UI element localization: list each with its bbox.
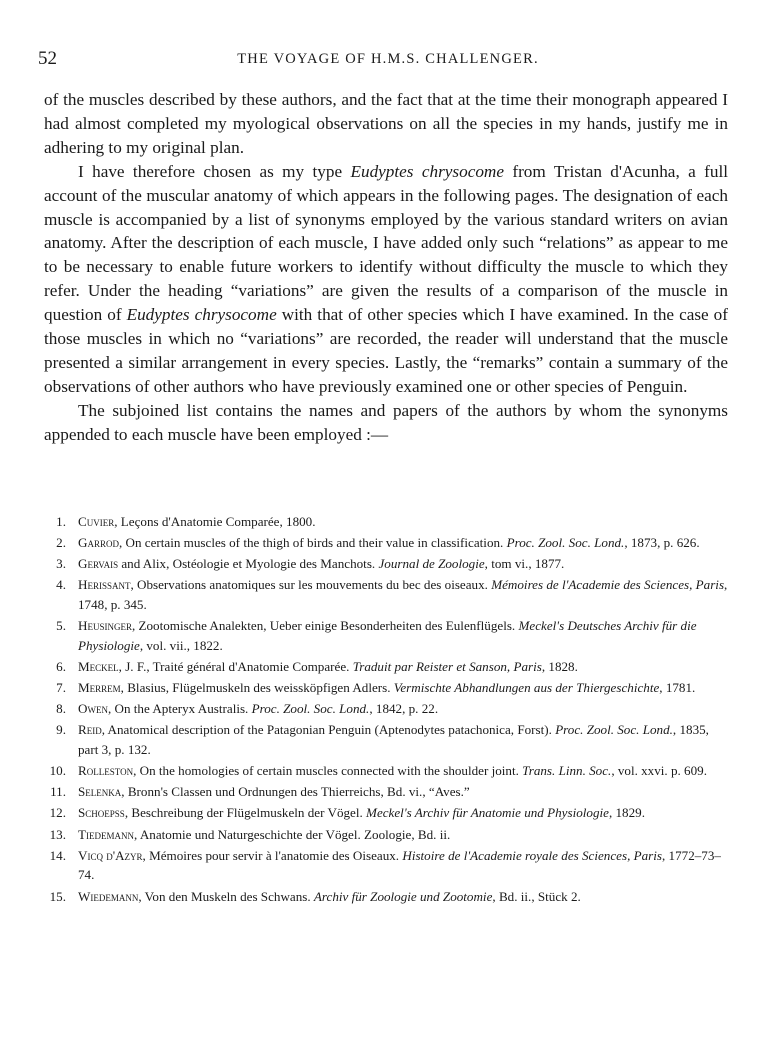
- reference-source: Meckel's Deutsches Archiv für die Physiologie: [78, 618, 697, 653]
- reference-source: Vermischte Abhandlungen aus der Thiergeschichte: [393, 680, 660, 696]
- reference-details: , vol. vii., 1822.: [139, 637, 223, 653]
- reference-number: 4.: [56, 577, 66, 593]
- reference-item: [30, 825, 728, 845]
- species-name-2: Eudyptes chrysocome: [126, 305, 277, 325]
- reference-source: Proc. Zool. Soc. Lond.: [555, 722, 673, 738]
- reference-number: 5.: [56, 618, 66, 634]
- reference-title: , Mémoires pour servir à l'anatomie des Oiseaux.: [142, 847, 403, 863]
- reference-number: 10.: [49, 763, 66, 779]
- reference-details: , 1835, part 3, p. 132.: [78, 722, 709, 758]
- paragraph-2-text-c: with that of other species which I have examined. In the case of those muscles in which no “variations” are recorded, the reader will understand that the muscle presented a similar arrangement in every species. Lastly, the “remarks” contain a summary of the observations of other authors who have previously examined one or other species of Penguin.: [44, 305, 728, 396]
- reference-number: 14.: [49, 847, 66, 863]
- reference-title: , Anatomical description of the Patagonian Penguin (Aptenodytes patachonica, Forst).: [101, 722, 556, 738]
- paragraph-2-text-b: from Tristan d'Acunha, a full account of the muscular anatomy of which appears in the following pages. The designation of each muscle is accompanied by a list of synonyms employed by the various standard writers on avian anatomy. After the description of each muscle, I have added only such “relations” as appear to me to be necessary to enable future workers to identify without difficulty the muscle to which they refer. Under the heading “variations” are given the results of a comparison of the muscle in question of: [44, 161, 728, 325]
- reference-title: , Leçons d'Anatomie Comparée, 1800.: [114, 514, 316, 529]
- reference-details: , 1873, p. 626.: [624, 535, 700, 551]
- reference-author: Reid: [78, 722, 102, 738]
- reference-title: , Observations anatomiques sur les mouvements du bec des oiseaux.: [130, 577, 492, 593]
- reference-details: , vol. xxvi. p. 609.: [611, 763, 707, 779]
- paragraph-2-text-a: I have therefore chosen as my type: [78, 161, 351, 181]
- reference-author: Merrem: [78, 680, 121, 696]
- reference-number: 3.: [56, 556, 66, 572]
- reference-number: 9.: [56, 722, 66, 738]
- reference-author: Selenka: [78, 784, 122, 800]
- reference-details: , 1828.: [541, 659, 578, 675]
- reference-item: [30, 803, 728, 823]
- reference-source: Journal de Zoologie: [378, 556, 485, 572]
- reference-source: Trans. Linn. Soc.: [522, 763, 612, 779]
- reference-title: , Blasius, Flügelmuskeln des weissköpfigen Adlers.: [120, 680, 394, 696]
- reference-source: Archiv für Zoologie und Zootomie: [313, 888, 493, 904]
- reference-number: 12.: [49, 805, 66, 821]
- reference-author: Gervais: [78, 556, 119, 572]
- reference-title: , J. F., Traité général d'Anatomie Comparée.: [118, 659, 353, 675]
- reference-title: , On the Apteryx Australis.: [107, 701, 252, 717]
- reference-source: Proc. Zool. Soc. Lond.: [506, 535, 625, 551]
- reference-source: Meckel's Archiv für Anatomie und Physiologie: [366, 805, 609, 821]
- reference-title: , Anatomie und Naturgeschichte der Vögel. Zoologie, Bd. ii.: [134, 826, 451, 842]
- reference-details: , 1748, p. 345.: [78, 577, 728, 613]
- reference-author: Tiedemann: [78, 826, 134, 842]
- reference-item: [30, 720, 728, 760]
- reference-details: , 1781.: [659, 680, 696, 696]
- reference-author: Wiedemann: [78, 888, 139, 904]
- reference-details: , 1772–73–74.: [78, 847, 721, 883]
- reference-title: , Von den Muskeln des Schwans.: [138, 888, 314, 904]
- reference-item: [30, 678, 728, 698]
- reference-list: [30, 512, 728, 908]
- reference-author: Garrod: [78, 535, 119, 551]
- reference-source: Mémoires de l'Academie des Sciences, Paris: [491, 577, 725, 593]
- reference-number: 15.: [49, 888, 66, 904]
- reference-item: [30, 887, 728, 907]
- reference-author: Vicq d'Azyr: [78, 847, 143, 863]
- reference-item: [30, 616, 728, 656]
- paragraph-3: The subjoined list contains the names and papers of the authors by whom the synonyms appended to each muscle have been employed :—: [44, 400, 728, 444]
- reference-number: 7.: [56, 680, 66, 696]
- reference-details: , 1842, p. 22.: [369, 701, 439, 717]
- reference-item: [30, 846, 728, 886]
- species-name: Eudyptes chrysocome: [350, 161, 504, 181]
- reference-number: 13.: [49, 826, 66, 842]
- reference-item: [30, 761, 728, 781]
- reference-source: Traduit par Reister et Sanson, Paris: [352, 659, 542, 675]
- reference-number: 2.: [56, 535, 66, 551]
- reference-title: , On certain muscles of the thigh of birds and their value in classification.: [118, 535, 507, 551]
- reference-item: [30, 554, 728, 574]
- reference-title: , Bronn's Classen und Ordnungen des Thierreichs, Bd. vi., “Aves.”: [121, 784, 470, 800]
- reference-details: , 1829.: [608, 805, 645, 821]
- reference-author: Owen: [78, 701, 108, 717]
- reference-number: 11.: [50, 784, 66, 800]
- reference-item: [30, 575, 728, 615]
- reference-title: and Alix, Ostéologie et Myologie des Manchots.: [118, 556, 379, 572]
- reference-author: Heusinger: [78, 618, 132, 634]
- reference-number: 8.: [56, 701, 66, 717]
- reference-author: Rolleston: [78, 763, 134, 779]
- reference-title: , Zootomische Analekten, Ueber einige Besonderheiten des Eulenflügels.: [131, 618, 519, 634]
- running-title: THE VOYAGE OF H.M.S. CHALLENGER.: [237, 51, 539, 67]
- reference-author: Herissant: [78, 577, 131, 593]
- reference-item: [30, 657, 728, 677]
- page-header: [38, 48, 738, 72]
- reference-source: Proc. Zool. Soc. Lond.: [251, 701, 370, 717]
- reference-details: , tom vi., 1877.: [484, 556, 565, 572]
- reference-source: Histoire de l'Academie royale des Sciences, Paris: [402, 847, 662, 863]
- paragraph-1: of the muscles described by these authors, and the fact that at the time their monograph appeared I had almost completed my myological observations on all the species in my hands, justify me in adhering to my original plan.: [44, 90, 728, 157]
- reference-number: 6.: [56, 659, 66, 675]
- reference-title: , Beschreibung der Flügelmuskeln der Vögel.: [124, 805, 367, 821]
- reference-author: Meckel: [78, 659, 119, 675]
- reference-author: Cuvier: [78, 514, 115, 529]
- page-number: 52: [38, 48, 57, 69]
- reference-item: [30, 782, 728, 802]
- reference-title: , On the homologies of certain muscles connected with the shoulder joint.: [133, 763, 523, 779]
- reference-item: [30, 699, 728, 719]
- reference-item: [30, 512, 728, 532]
- paragraph-2: [44, 160, 728, 399]
- reference-author: Schoepss: [78, 805, 125, 821]
- reference-number: 1.: [56, 514, 66, 529]
- body-text: [44, 88, 728, 447]
- reference-details: , Bd. ii., Stück 2.: [492, 888, 581, 904]
- reference-item: [30, 533, 728, 553]
